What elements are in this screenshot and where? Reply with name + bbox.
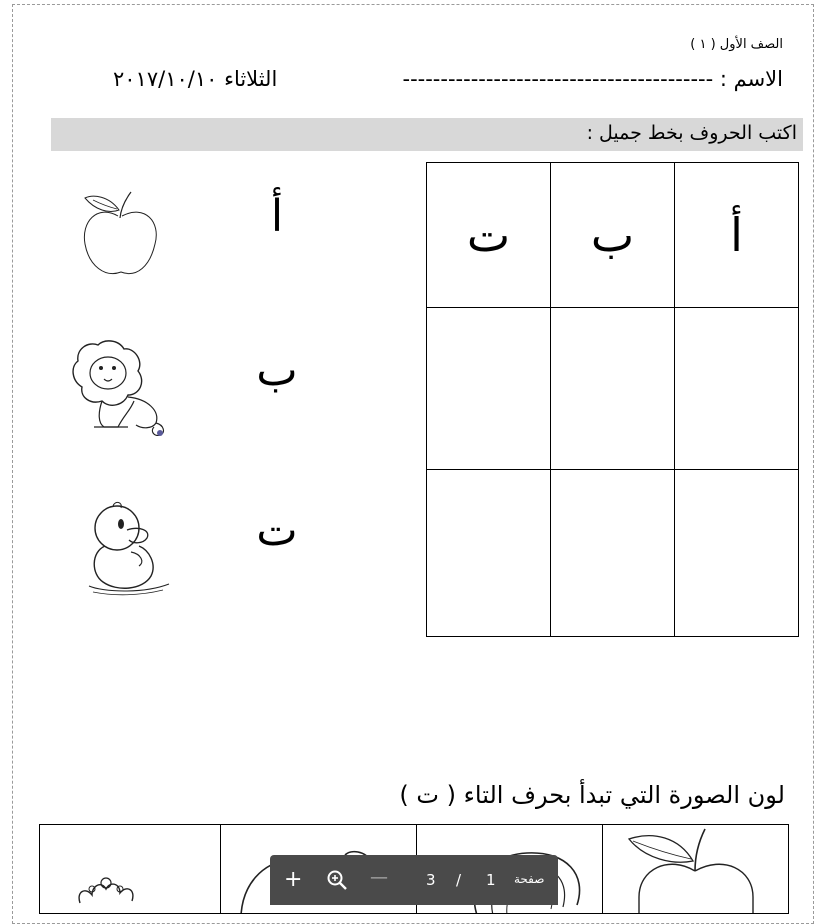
- coloring-cell[interactable]: [39, 824, 221, 914]
- name-label: الاسم : -----------------------------------------: [402, 67, 783, 91]
- grade-label: الصف الأول ( ١ ): [690, 37, 783, 52]
- grid-cell-empty[interactable]: [427, 308, 551, 470]
- grid-cell-empty[interactable]: [551, 470, 675, 637]
- page-separator: /: [456, 871, 462, 889]
- grid-cell-empty[interactable]: [551, 308, 675, 470]
- zoom-in-button[interactable]: +: [284, 867, 303, 892]
- apple-icon-large: [603, 825, 789, 914]
- coloring-instruction: لون الصورة التي تبدأ بحرف التاء ( ت ): [399, 781, 785, 809]
- instruction-banner: اكتب الحروف بخط جميل :: [51, 118, 803, 151]
- zoom-out-button[interactable]: —: [370, 867, 388, 888]
- grid-cell-empty[interactable]: [675, 308, 799, 470]
- duckling-icon: [83, 500, 175, 602]
- grid-cell-empty[interactable]: [675, 470, 799, 637]
- lion-icon: [68, 335, 173, 440]
- apple-icon: [75, 188, 165, 280]
- letters-grid: [426, 162, 799, 637]
- viewer-toolbar: [270, 855, 558, 905]
- worksheet-page: [12, 4, 814, 924]
- row-letter-ba: ب: [256, 345, 298, 396]
- grid-cell: ت: [427, 163, 551, 308]
- grid-cell: أ: [675, 163, 799, 308]
- page-label: صفحة: [514, 872, 545, 886]
- grid-cell: ب: [551, 163, 675, 308]
- date-label: الثلاثاء ٢٠١٧/١٠/١٠: [113, 67, 278, 91]
- row-letter-ta: ت: [256, 505, 298, 556]
- grid-cell-empty[interactable]: [427, 470, 551, 637]
- fleur-icon: [40, 825, 221, 914]
- current-page[interactable]: 1: [486, 871, 496, 889]
- row-letter-alif: أ: [270, 191, 284, 242]
- coloring-cell[interactable]: [603, 824, 789, 914]
- total-pages: 3: [426, 871, 436, 889]
- magnifier-icon[interactable]: [326, 869, 348, 891]
